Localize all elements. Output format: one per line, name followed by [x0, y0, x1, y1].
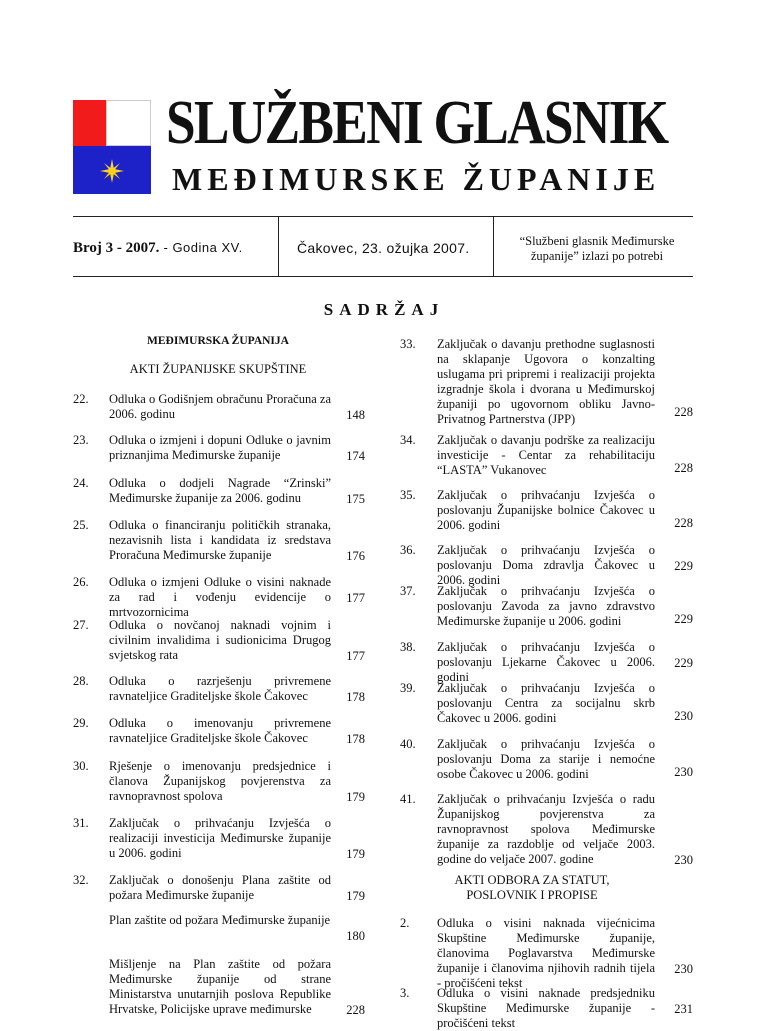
entry-title: Odluka o novčanoj naknadi vojnim i civilnim invalidima i sudionicima Drugog svjetskog rata	[109, 618, 331, 662]
star-icon	[99, 158, 125, 184]
entry-page-number: 176	[346, 549, 365, 563]
entry-number: 38.	[400, 640, 416, 654]
entry-title: Zaključak o prihvaćanju Izvješća o poslovanju Centra za socijalnu skrb Čakovec u 2006. godini	[437, 681, 655, 725]
entry-page-number: 178	[346, 690, 365, 704]
entry-title: Odluka o visini naknada vijećnicima Skupštine Međimurske županije, članovima Poglavarstva Međimurske županije i članovima njihovih radnih tijela - pročišćeni tekst	[437, 916, 655, 990]
entry-number: 24.	[73, 476, 89, 490]
info-bottom-rule	[73, 276, 693, 277]
entry-page-number: 230	[674, 765, 693, 779]
entry-title: Odluka o razrješenju privremene ravnateljice Graditeljske škole Čakovec	[109, 674, 331, 703]
entry-page-number: 179	[346, 889, 365, 903]
entry-page-number: 230	[674, 709, 693, 723]
info-top-rule	[73, 216, 693, 217]
section-title-county: MEĐIMURSKA ŽUPANIJA	[147, 335, 289, 347]
entry-page-number: 231	[674, 1002, 693, 1016]
flag-red-field	[73, 100, 106, 146]
entry-page-number: 228	[674, 405, 693, 419]
entry-number: 29.	[73, 716, 89, 730]
section-sub-committee: AKTI ODBORA ZA STATUT, POSLOVNIK I PROPISE	[454, 873, 610, 902]
entry-number: 36.	[400, 543, 416, 557]
entry-page-number: 177	[346, 649, 365, 663]
entry-number: 2.	[400, 916, 410, 930]
entry-page-number: 228	[674, 516, 693, 530]
issue-year: - Godina XV.	[159, 240, 243, 255]
entry-page-number: 178	[346, 732, 365, 746]
entry-title: Odluka o imenovanju privremene ravnateljice Graditeljske škole Čakovec	[109, 716, 331, 745]
section-sub-assembly: AKTI ŽUPANIJSKE SKUPŠTINE	[129, 362, 307, 376]
entry-title: Odluka o financiranju političkih stranaka, nezavisnih lista i kandidata iz sredstava Proračuna Međimurske županije	[109, 518, 331, 562]
masthead-title: SLUŽBENI GLASNIK	[166, 89, 668, 157]
entry-number: 25.	[73, 518, 89, 532]
publication-note: “Službeni glasnik Međimurske županije” izlazi po potrebi	[519, 234, 675, 263]
entry-number: 32.	[73, 873, 89, 887]
entry-page-number: 229	[674, 612, 693, 626]
entry-number: 31.	[73, 816, 89, 830]
entry-page-number: 177	[346, 591, 365, 605]
entry-page-number: 179	[346, 790, 365, 804]
county-flag-logo	[73, 100, 151, 194]
entry-title: Zaključak o prihvaćanju Izvješća o poslovanju Doma za starije i nemoćne osobe Čakovec u 2006. godini	[437, 737, 655, 781]
entry-number: 26.	[73, 575, 89, 589]
entry-title: Mišljenje na Plan zaštite od požara Međimurske županije od strane Ministarstva unutarnjih poslova Republike Hrvatske, Policijske uprave međimurske	[109, 957, 331, 1016]
entry-title: Zaključak o prihvaćanju Izvješća o poslovanju Doma zdravlja Čakovec u 2006. godini	[437, 543, 655, 587]
issue-number	[73, 240, 243, 257]
entry-page-number: 229	[674, 656, 693, 670]
flag-white-field	[106, 100, 151, 146]
entry-number: 27.	[73, 618, 89, 632]
entry-number: 30.	[73, 759, 89, 773]
entry-title: Zaključak o donošenju Plana zaštite od požara Međimurske županije	[109, 873, 331, 902]
entry-title: Zaključak o prihvaćanju Izvješća o poslovanju Ljekarne Čakovec u 2006. godini	[437, 640, 655, 684]
entry-number: 34.	[400, 433, 416, 447]
entry-title: Zaključak o prihvaćanju Izvješća o poslovanju Županijske bolnice Čakovec u 2006. godini	[437, 488, 655, 532]
entry-number: 22.	[73, 392, 89, 406]
entry-number: 39.	[400, 681, 416, 695]
flag-blue-field	[73, 146, 151, 194]
info-divider-2	[493, 216, 494, 276]
entry-title: Zaključak o prihvaćanju Izvješća o radu Županijskog povjerenstva za ravnopravnost spolova Međimurske županije za razdoblje od veljače 2003. godine do veljače 2007. godine	[437, 792, 655, 866]
entry-number: 41.	[400, 792, 416, 806]
entry-title: Plan zaštite od požara Međimurske županije	[109, 913, 331, 927]
entry-number: 33.	[400, 337, 416, 351]
entry-number: 37.	[400, 584, 416, 598]
entry-number: 23.	[73, 433, 89, 447]
entry-page-number: 180	[346, 929, 365, 943]
entry-page-number: 175	[346, 492, 365, 506]
entry-number: 28.	[73, 674, 89, 688]
entry-title: Odluka o dodjeli Nagrade “Zrinski” Međimurske županije za 2006. godinu	[109, 476, 331, 505]
entry-title: Odluka o izmjeni i dopuni Odluke o javnim priznanjima Međimurske županije	[109, 433, 331, 462]
entry-title: Rješenje o imenovanju predsjednice i članova Županijskog povjerenstva za ravnopravnost spolova	[109, 759, 331, 803]
entry-page-number: 229	[674, 559, 693, 573]
info-divider-1	[278, 216, 279, 276]
entry-number: 3.	[400, 986, 410, 1000]
entry-title: Zaključak o davanju prethodne suglasnosti na sklapanje Ugovora o konzalting uslugama pri pripremi i realizaciji projekta izgradnje škola i dvorana u Međimurskoj županiji po ugovornom obliku Javno-Privatnog Partnerstva (JPP)	[437, 337, 655, 426]
issue-label: Broj 3 - 2007.	[73, 240, 160, 256]
entry-title: Zaključak o davanju podrške za realizaciju investicije - Centar za rehabilitaciju “LASTA” Vukanovec	[437, 433, 655, 477]
entry-title: Odluka o Godišnjem obračunu Proračuna za 2006. godinu	[109, 392, 331, 421]
entry-number: 35.	[400, 488, 416, 502]
entry-page-number: 228	[346, 1003, 365, 1017]
entry-number: 40.	[400, 737, 416, 751]
entry-page-number: 179	[346, 847, 365, 861]
entry-title: Zaključak o prihvaćanju Izvješća o realizaciji investicija Međimurske županije u 2006. godini	[109, 816, 331, 860]
entry-page-number: 230	[674, 962, 693, 976]
entry-page-number: 230	[674, 853, 693, 867]
entry-title: Odluka o izmjeni Odluke o visini naknade za rad i vođenju evidencije o mrtvozornicima	[109, 575, 331, 619]
entry-page-number: 228	[674, 461, 693, 475]
place-date: Čakovec, 23. ožujka 2007.	[297, 240, 470, 256]
entry-page-number: 174	[346, 449, 365, 463]
entry-page-number: 148	[346, 408, 365, 422]
masthead-subtitle: MEĐIMURSKE ŽUPANIJE	[172, 161, 661, 197]
entry-title: Odluka o visini naknade predsjedniku Skupštine Međimurske županije - pročišćeni tekst	[437, 986, 655, 1030]
contents-heading: SADRŽAJ	[323, 300, 445, 319]
entry-title: Zaključak o prihvaćanju Izvješća o poslovanju Zavoda za javno zdravstvo Međimurske županije u 2006. godini	[437, 584, 655, 628]
